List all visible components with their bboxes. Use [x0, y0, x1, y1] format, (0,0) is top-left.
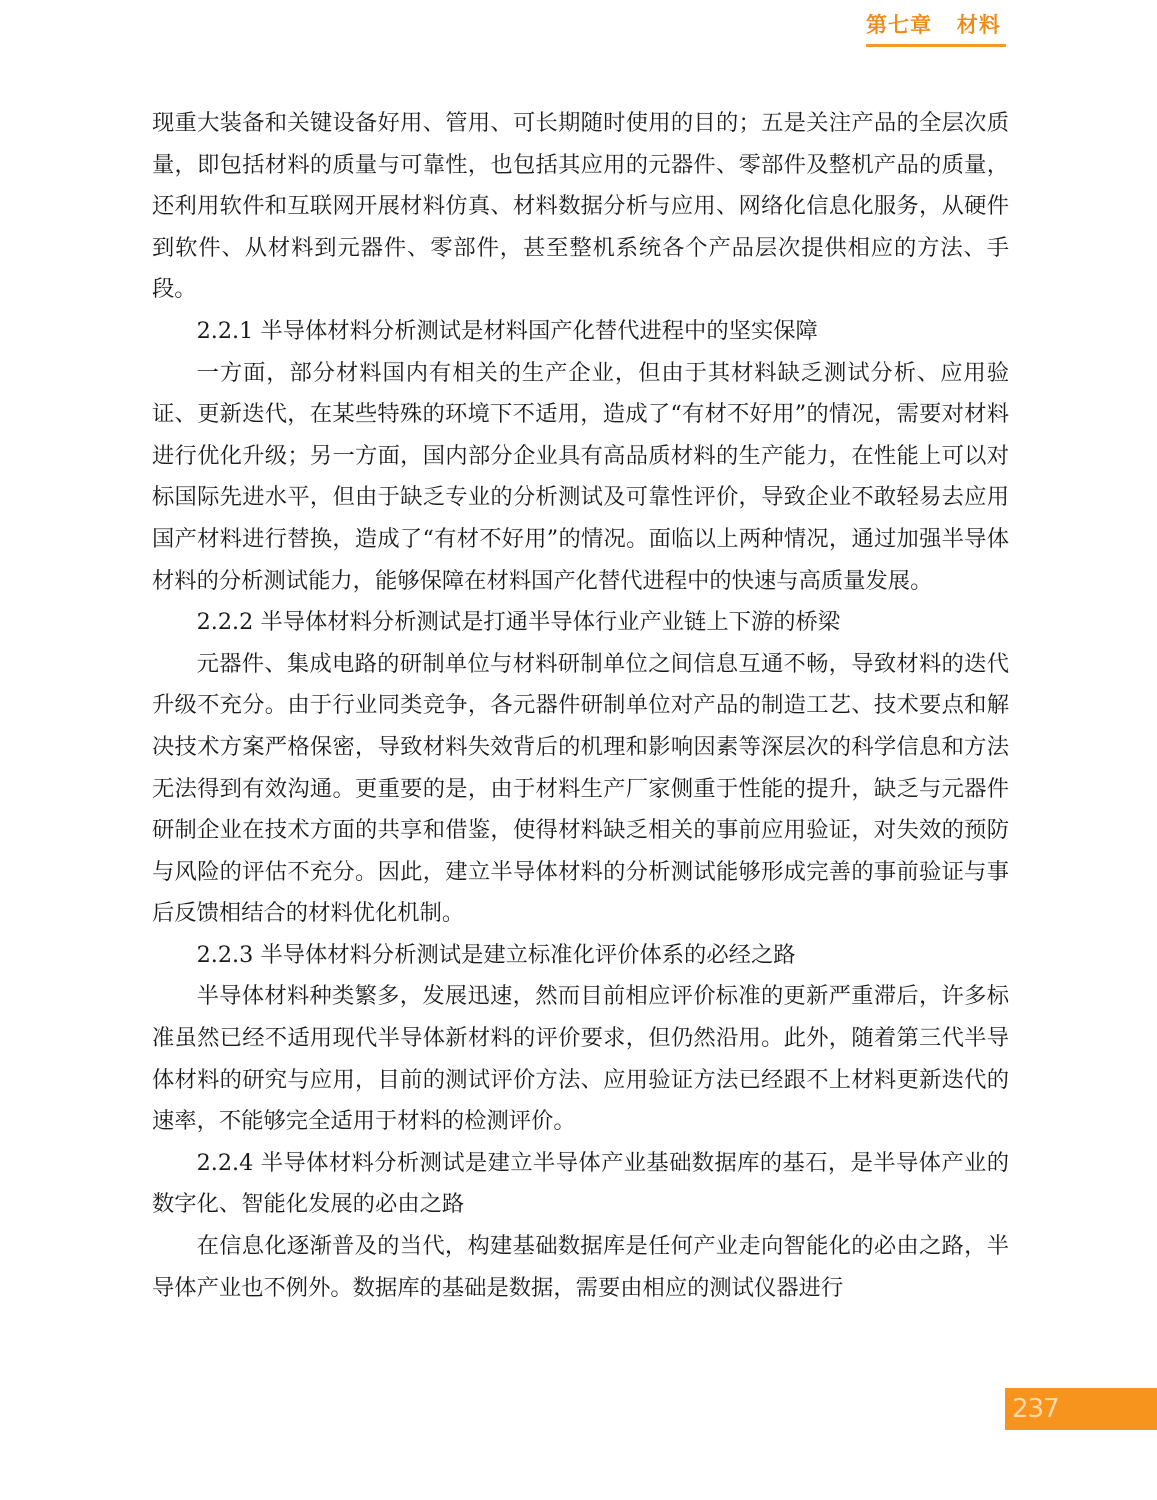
page-number-tab: [1005, 1388, 1157, 1430]
page-body: [152, 103, 1009, 1309]
header-underline: [866, 44, 1006, 47]
page-number: 237: [1012, 1394, 1059, 1424]
section-heading-2-2-2: 2.2.2 半导体材料分析测试是打通半导体行业产业链上下游的桥梁: [196, 609, 841, 636]
section-heading-2-2-3: 2.2.3 半导体材料分析测试是建立标准化评价体系的必经之路: [196, 941, 796, 968]
chapter-title: 第七章 材料: [866, 13, 1001, 37]
chapter-header: [866, 10, 1006, 40]
paragraph-continued: 现重大装备和关键设备好用、管用、可长期随时使用的目的；五是关注产品的全层次质量，即包括材料的质量与可靠性，也包括其应用的元器件、零部件及整机产品的质量，还利用软件和互联网开展材料仿真、材料数据分析与应用、网络化信息化服务，从硬件到软件、从材料到元器件、零部件，甚至整机系统各个产品层次提供相应的方法、手段。: [152, 110, 1009, 303]
paragraph: 半导体材料种类繁多，发展迅速，然而目前相应评价标准的更新严重滞后，许多标准虽然已经不适用现代半导体新材料的评价要求，但仍然沿用。此外，随着第三代半导体材料的研究与应用，目前的测试评价方法、应用验证方法已经跟不上材料更新迭代的速率，不能够完全适用于材料的检测评价。: [152, 983, 1009, 1135]
paragraph: 元器件、集成电路的研制单位与材料研制单位之间信息互通不畅，导致材料的迭代升级不充分。由于行业同类竞争，各元器件研制单位对产品的制造工艺、技术要点和解决技术方案严格保密，导致材料失效背后的机理和影响因素等深层次的科学信息和方法无法得到有效沟通。更重要的是，由于材料生产厂家侧重于性能的提升，缺乏与元器件研制企业在技术方面的共享和借鉴，使得材料缺乏相关的事前应用验证，对失效的预防与风险的评估不充分。因此，建立半导体材料的分析测试能够形成完善的事前验证与事后反馈相结合的材料优化机制。: [152, 650, 1009, 927]
paragraph: 在信息化逐渐普及的当代，构建基础数据库是任何产业走向智能化的必由之路，半导体产业也不例外。数据库的基础是数据，需要由相应的测试仪器进行: [152, 1233, 1009, 1301]
section-heading-2-2-1: 2.2.1 半导体材料分析测试是材料国产化替代进程中的坚实保障: [196, 317, 818, 344]
paragraph: 一方面，部分材料国内有相关的生产企业，但由于其材料缺乏测试分析、应用验证、更新迭代，在某些特殊的环境下不适用，造成了“有材不好用”的情况，需要对材料进行优化升级；另一方面，国内部分企业具有高品质材料的生产能力，在性能上可以对标国际先进水平，但由于缺乏专业的分析测试及可靠性评价，导致企业不敢轻易去应用国产材料进行替换，造成了“有材不好用”的情况。面临以上两种情况，通过加强半导体材料的分析测试能力，能够保障在材料国产化替代进程中的快速与高质量发展。: [152, 359, 1009, 594]
section-heading-2-2-4: 2.2.4 半导体材料分析测试是建立半导体产业基础数据库的基石，是半导体产业的数字化、智能化发展的必由之路: [152, 1149, 1009, 1218]
